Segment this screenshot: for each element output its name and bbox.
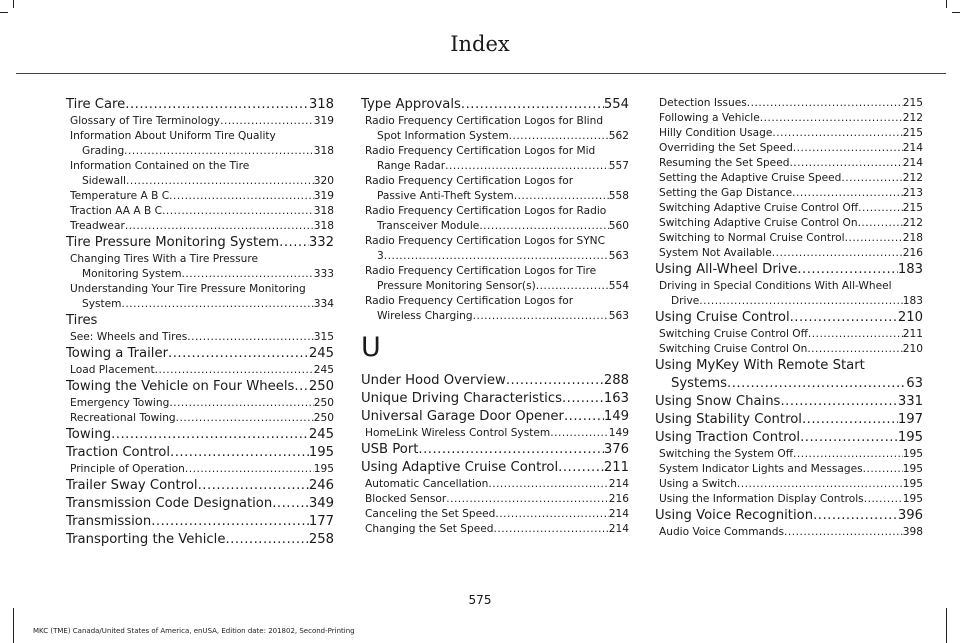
index-subentry [655,96,923,111]
entry-page-number: 250 [308,379,334,394]
entry-label: System [82,298,122,310]
entry-label: Using a Switch [659,478,737,490]
entry-page-number: 554 [603,97,629,112]
entry-page-number: 557 [608,160,629,172]
dot-leader [699,294,903,309]
entry-page-number: 211 [902,328,923,340]
entry-label: Using Cruise Control [655,310,790,325]
entry-label: HomeLink Wireless Control System [365,427,551,439]
entry-label: USB Port [361,442,419,457]
index-entry [655,375,923,393]
dot-leader [772,126,902,141]
dot-leader [111,426,309,444]
index-entry-heading: Tires [66,313,98,328]
index-subentry [655,201,923,216]
dot-leader [473,309,609,324]
index-subentry-heading: Information About Uniform Tire Quality [70,130,276,142]
entry-page-number: 250 [313,412,334,424]
crop-mark [0,12,8,13]
entry-page-number: 333 [313,268,334,280]
dot-leader [550,426,609,441]
dot-leader [125,219,314,234]
index-entry [66,345,334,363]
entry-page-number: 376 [603,442,629,457]
index-subentry [361,522,629,537]
entry-label: Type Approvals [361,97,461,112]
index-subentry [655,294,923,309]
index-subentry [655,216,923,231]
entry-label: Transmission [66,514,152,529]
page-title: Index [450,32,510,56]
index-entry [361,459,629,477]
entry-label: Transporting the Vehicle [66,532,226,547]
index-subentry [361,309,629,324]
index-subentry [66,174,334,189]
index-entry [66,444,334,462]
index-subentry [361,189,629,204]
dot-leader [155,363,314,378]
index-subentry-heading: Radio Frequency Certification Logos for Radio [365,205,607,217]
index-subentry [655,156,923,171]
entry-label: Switching Adaptive Cruise Control Off [659,202,859,214]
entry-label: Passive Anti-Theft System [377,190,514,202]
header-divider [16,73,946,74]
entry-page-number: 563 [608,310,629,322]
dot-leader [802,411,898,429]
page-number: 575 [468,593,492,607]
entry-label: Universal Garage Door Opener [361,409,564,424]
entry-label: Switching the System Off [659,448,794,460]
entry-label: Changing the Set Speed [365,523,494,535]
entry-label: See: Wheels and Tires [70,331,188,343]
dot-leader [169,189,314,204]
entry-label: System Not Available [659,247,772,259]
entry-page-number: 163 [603,391,629,406]
index-subentry [655,126,923,141]
dot-leader [845,231,903,246]
dot-leader [446,492,609,507]
index-subentry [66,204,334,219]
dot-leader [558,459,604,477]
index-subentry [66,189,334,204]
entry-page-number: 210 [897,310,923,325]
entry-label: Using Stability Control [655,412,802,427]
index-subentry [66,363,334,378]
dot-leader [479,219,608,234]
entry-page-number: 183 [902,295,923,307]
entry-page-number: 197 [897,412,923,427]
entry-page-number: 288 [603,373,629,388]
entry-label: Under Hood Overview [361,373,506,388]
index-subentry [655,327,923,342]
entry-label: Following a Vehicle [659,112,760,124]
dot-leader [279,234,309,252]
crop-mark [952,12,960,13]
entry-page-number: 215 [902,97,923,109]
crop-mark [946,608,947,643]
index-entry [361,441,629,459]
dot-leader [225,531,308,549]
dot-leader [864,492,903,507]
dot-leader [797,261,898,279]
dot-leader [169,396,313,411]
entry-label: Transceiver Module [377,220,480,232]
entry-page-number: 334 [313,298,334,310]
entry-label: Using Traction Control [655,430,801,445]
index-entry [66,477,334,495]
dot-leader [384,249,609,264]
dot-leader [747,96,903,111]
entry-page-number: 560 [608,220,629,232]
crop-mark [13,0,14,8]
dot-leader [841,171,902,186]
entry-page-number: 214 [608,523,629,535]
entry-page-number: 195 [902,448,923,460]
entry-page-number: 183 [897,262,923,277]
dot-leader [198,477,309,495]
entry-label: Pressure Monitoring Sensor(s) [377,280,536,292]
index-subentry [655,492,923,507]
index-subentry [655,141,923,156]
entry-page-number: 318 [313,145,334,157]
dot-leader [858,201,903,216]
index-subentry-heading: Radio Frequency Certification Logos for [365,175,574,187]
index-subentry-heading: Radio Frequency Certification Logos for [365,295,574,307]
entry-label: Detection Issues [659,97,747,109]
entry-page-number: 318 [313,205,334,217]
index-subentry [361,492,629,507]
entry-label: Load Placement [70,364,155,376]
index-subentry [655,186,923,201]
entry-page-number: 318 [308,97,334,112]
entry-label: Hilly Condition Usage [659,127,773,139]
dot-leader [185,462,314,477]
entry-label: Tire Pressure Monitoring System [66,235,280,250]
index-entry [655,429,923,447]
index-entry [655,309,923,327]
entry-page-number: 214 [608,508,629,520]
dot-leader [445,159,609,174]
dot-leader [272,495,309,513]
entry-page-number: 563 [608,250,629,262]
entry-label: Towing the Vehicle on Four Wheels [66,379,295,394]
entry-label: System Indicator Lights and Messages [659,463,863,475]
entry-page-number: 214 [608,478,629,490]
dot-leader [488,477,608,492]
index-subentry [66,462,334,477]
index-entry [361,408,629,426]
entry-label: Traction AA A B C [70,205,163,217]
index-entry [655,411,923,429]
dot-leader [418,441,603,459]
index-subentry [66,219,334,234]
entry-label: 3 [377,250,384,262]
index-subentry [66,411,334,426]
index-entry [361,372,629,390]
dot-leader [800,429,898,447]
entry-label: Range Radar [377,160,446,172]
index-column-3 [655,96,923,540]
dot-leader [124,144,314,159]
index-subentry [66,267,334,282]
entry-page-number: 211 [603,460,629,475]
entry-label: Sidewall [82,175,126,187]
entry-page-number: 319 [313,115,334,127]
entry-page-number: 149 [603,409,629,424]
crop-mark [13,608,14,643]
dot-leader [789,156,902,171]
dot-leader [858,216,903,231]
entry-label: Towing a Trailer [66,346,169,361]
entry-page-number: 149 [608,427,629,439]
index-entry [66,426,334,444]
index-entry [66,495,334,513]
dot-leader [813,507,898,525]
index-entry [655,393,923,411]
dot-leader [514,189,609,204]
index-subentry [361,129,629,144]
dot-leader [536,279,609,294]
entry-page-number: 212 [902,172,923,184]
entry-page-number: 245 [308,346,334,361]
dot-leader [151,513,309,531]
entry-page-number: 562 [608,130,629,142]
index-entry [66,378,334,396]
entry-page-number: 558 [608,190,629,202]
entry-page-number: 214 [902,142,923,154]
entry-page-number: 214 [902,157,923,169]
index-subentry [361,219,629,234]
entry-page-number: 258 [308,532,334,547]
index-subentry [66,330,334,345]
index-subentry [655,447,923,462]
dot-leader [792,186,903,201]
entry-label: Resuming the Set Speed [659,157,790,169]
dot-leader [790,309,898,327]
dot-leader [168,345,309,363]
index-entry [66,96,334,114]
entry-label: Temperature A B C [70,190,170,202]
entry-label: Using Voice Recognition [655,508,814,523]
index-subentry [66,396,334,411]
dot-leader [727,375,906,393]
crop-mark [946,0,947,8]
dot-leader [793,141,903,156]
entry-label: Emergency Towing [70,397,170,409]
dot-leader [737,477,903,492]
dot-leader [176,411,314,426]
entry-page-number: 332 [308,235,334,250]
index-subentry-heading: Radio Frequency Certification Logos for Blind [365,115,604,127]
entry-label: Switching to Normal Cruise Control [659,232,845,244]
index-section-letter: U [361,332,381,363]
entry-page-number: 315 [313,331,334,343]
dot-leader [122,297,314,312]
entry-page-number: 250 [313,397,334,409]
index-subentry [655,111,923,126]
entry-label: Trailer Sway Control [66,478,198,493]
dot-leader [863,462,903,477]
index-entry [66,234,334,252]
entry-label: Principle of Operation [70,463,185,475]
dot-leader [461,96,604,114]
entry-page-number: 195 [902,478,923,490]
entry-page-number: 213 [902,187,923,199]
index-column-2 [361,96,629,537]
index-subentry [66,114,334,129]
index-subentry [655,525,923,540]
dot-leader [162,204,314,219]
entry-label: Setting the Gap Distance [659,187,793,199]
dot-leader [564,408,604,426]
index-subentry [361,477,629,492]
entry-page-number: 195 [897,430,923,445]
dot-leader [494,522,609,537]
index-entry [655,507,923,525]
entry-label: Towing [66,427,112,442]
entry-label: Monitoring System [82,268,182,280]
entry-page-number: 396 [897,508,923,523]
entry-page-number: 215 [902,202,923,214]
index-entry-heading: Using MyKey With Remote Start [655,358,865,373]
index-subentry-heading: Radio Frequency Certification Logos for Mid [365,145,596,157]
entry-page-number: 195 [902,493,923,505]
entry-label: Using Snow Chains [655,394,781,409]
entry-label: Glossary of Tire Terminology [70,115,221,127]
dot-leader [509,129,609,144]
index-subentry [361,249,629,264]
entry-page-number: 398 [902,526,923,538]
entry-page-number: 216 [902,247,923,259]
dot-leader [562,390,604,408]
entry-label: Setting the Adaptive Cruise Speed [659,172,842,184]
entry-page-number: 212 [902,217,923,229]
entry-page-number: 177 [308,514,334,529]
dot-leader [760,111,903,126]
dot-leader [182,267,314,282]
entry-page-number: 331 [897,394,923,409]
entry-page-number: 210 [902,343,923,355]
index-subentry [361,507,629,522]
footer-edition-text: MKC (TME) Canada/United States of America, enUSA, Edition date: 201802, Second-Printing [33,627,355,635]
index-subentry-heading: Understanding Your Tire Pressure Monitoring [70,283,306,295]
index-subentry [361,426,629,441]
entry-label: Using Adaptive Cruise Control [361,460,559,475]
index-subentry-heading: Radio Frequency Certification Logos for Tire [365,265,597,277]
index-subentry [655,477,923,492]
index-subentry [655,462,923,477]
entry-page-number: 319 [313,190,334,202]
index-subentry-heading: Radio Frequency Certification Logos for SYNC [365,235,605,247]
entry-label: Using the Information Display Controls [659,493,864,505]
entry-label: Drive [671,295,700,307]
entry-page-number: 216 [608,493,629,505]
dot-leader [126,174,314,189]
entry-label: Transmission Code Designation [66,496,273,511]
index-entry [361,96,629,114]
entry-label: Traction Control [66,445,170,460]
dot-leader [772,246,903,261]
entry-page-number: 318 [313,220,334,232]
dot-leader [506,372,604,390]
index-subentry [655,231,923,246]
dot-leader [793,447,903,462]
dot-leader [808,327,903,342]
entry-label: Using All-Wheel Drive [655,262,798,277]
index-subentry-heading: Driving in Special Conditions With All-Wheel [659,280,892,292]
entry-label: Tire Care [66,97,126,112]
entry-page-number: 349 [308,496,334,511]
dot-leader [125,96,309,114]
dot-leader [220,114,314,129]
index-entry [655,261,923,279]
index-subentry [361,159,629,174]
entry-label: Recreational Towing [70,412,176,424]
index-column-1 [66,96,334,549]
entry-label: Switching Cruise Control Off [659,328,808,340]
index-subentry-heading: Changing Tires With a Tire Pressure [70,253,259,265]
dot-leader [784,525,903,540]
entry-page-number: 195 [308,445,334,460]
entry-label: Treadwear [70,220,125,232]
entry-page-number: 215 [902,127,923,139]
entry-label: Audio Voice Commands [659,526,785,538]
entry-page-number: 245 [308,427,334,442]
dot-leader [495,507,608,522]
entry-page-number: 554 [608,280,629,292]
entry-page-number: 195 [902,463,923,475]
entry-label: Wireless Charging [377,310,473,322]
dot-leader [187,330,313,345]
entry-page-number: 195 [313,463,334,475]
index-subentry [361,279,629,294]
dot-leader [807,342,902,357]
entry-label: Blocked Sensor [365,493,447,505]
index-subentry [655,246,923,261]
entry-label: Switching Adaptive Cruise Control On [659,217,858,229]
entry-label: Canceling the Set Speed [365,508,496,520]
entry-label: Unique Driving Characteristics [361,391,562,406]
entry-page-number: 212 [902,112,923,124]
entry-label: Grading [82,145,125,157]
entry-page-number: 218 [902,232,923,244]
entry-label: Automatic Cancellation [365,478,489,490]
index-entry [66,513,334,531]
entry-page-number: 245 [313,364,334,376]
index-entry [361,390,629,408]
index-subentry-heading: Information Contained on the Tire [70,160,250,172]
entry-label: Overriding the Set Speed [659,142,793,154]
index-subentry [66,297,334,312]
index-subentry [655,171,923,186]
entry-page-number: 63 [906,376,923,391]
index-entry [66,531,334,549]
index-subentry [66,144,334,159]
entry-label: Switching Cruise Control On [659,343,808,355]
entry-label: Systems [671,376,728,391]
dot-leader [780,393,897,411]
dot-leader [294,378,308,396]
dot-leader [170,444,309,462]
entry-page-number: 246 [308,478,334,493]
index-subentry [655,342,923,357]
entry-page-number: 320 [313,175,334,187]
entry-label: Spot Information System [377,130,509,142]
